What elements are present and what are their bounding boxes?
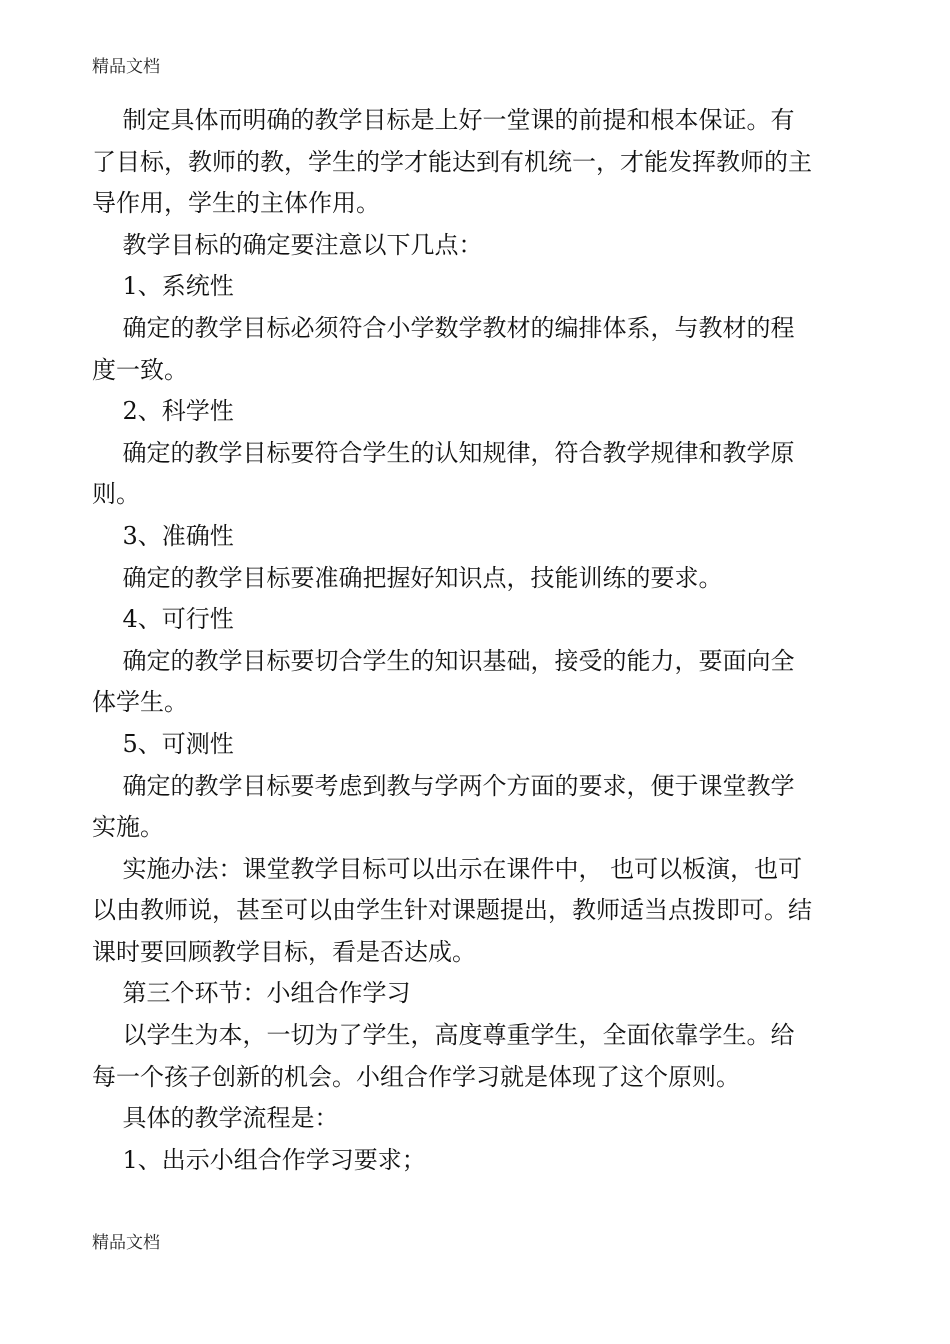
text-line: 导作用，学生的主体作用。 [92,189,380,218]
document-body [92,100,860,1181]
text-line: 具体的教学流程是： [92,1104,339,1133]
text-line: 实施。 [92,813,164,842]
text-line: 1、出示小组合作学习要求； [92,1145,426,1174]
page-header: 精品文档 [92,57,160,77]
page-footer: 精品文档 [92,1233,160,1253]
text-line: 了目标，教师的教，学生的学才能达到有机统一，才能发挥教师的主 [92,147,812,176]
text-line: 体学生。 [92,688,188,717]
section-heading: 第三个环节：小组合作学习 [92,979,411,1008]
text-line: 确定的教学目标要切合学生的知识基础，接受的能力，要面向全 [92,646,795,675]
section-heading: 1、系统性 [92,272,234,301]
section-heading: 2、科学性 [92,397,234,426]
text-line: 度一致。 [92,355,188,384]
section-heading: 3、准确性 [92,521,234,550]
text-line: 则。 [92,480,140,509]
text-line: 以学生为本，一切为了学生，高度尊重学生，全面依靠学生。给 [92,1021,795,1050]
text-line: 确定的教学目标要符合学生的认知规律，符合教学规律和教学原 [92,438,795,467]
text-line: 确定的教学目标必须符合小学数学教材的编排体系，与教材的程 [92,313,795,342]
text-line: 实施办法：课堂教学目标可以出示在课件中， 也可以板演，也可 [92,854,803,883]
section-heading: 4、可行性 [92,605,234,634]
text-line: 教学目标的确定要注意以下几点： [92,230,483,259]
text-line: 每一个孩子创新的机会。小组合作学习就是体现了这个原则。 [92,1062,740,1091]
text-line: 以由教师说，甚至可以由学生针对课题提出，教师适当点拨即可。结 [92,896,812,925]
text-line: 课时要回顾教学目标，看是否达成。 [92,937,476,966]
text-line: 确定的教学目标要准确把握好知识点，技能训练的要求。 [92,563,723,592]
text-line: 确定的教学目标要考虑到教与学两个方面的要求，便于课堂教学 [92,771,795,800]
section-heading: 5、可测性 [92,729,234,758]
text-line: 制定具体而明确的教学目标是上好一堂课的前提和根本保证。有 [92,106,795,134]
